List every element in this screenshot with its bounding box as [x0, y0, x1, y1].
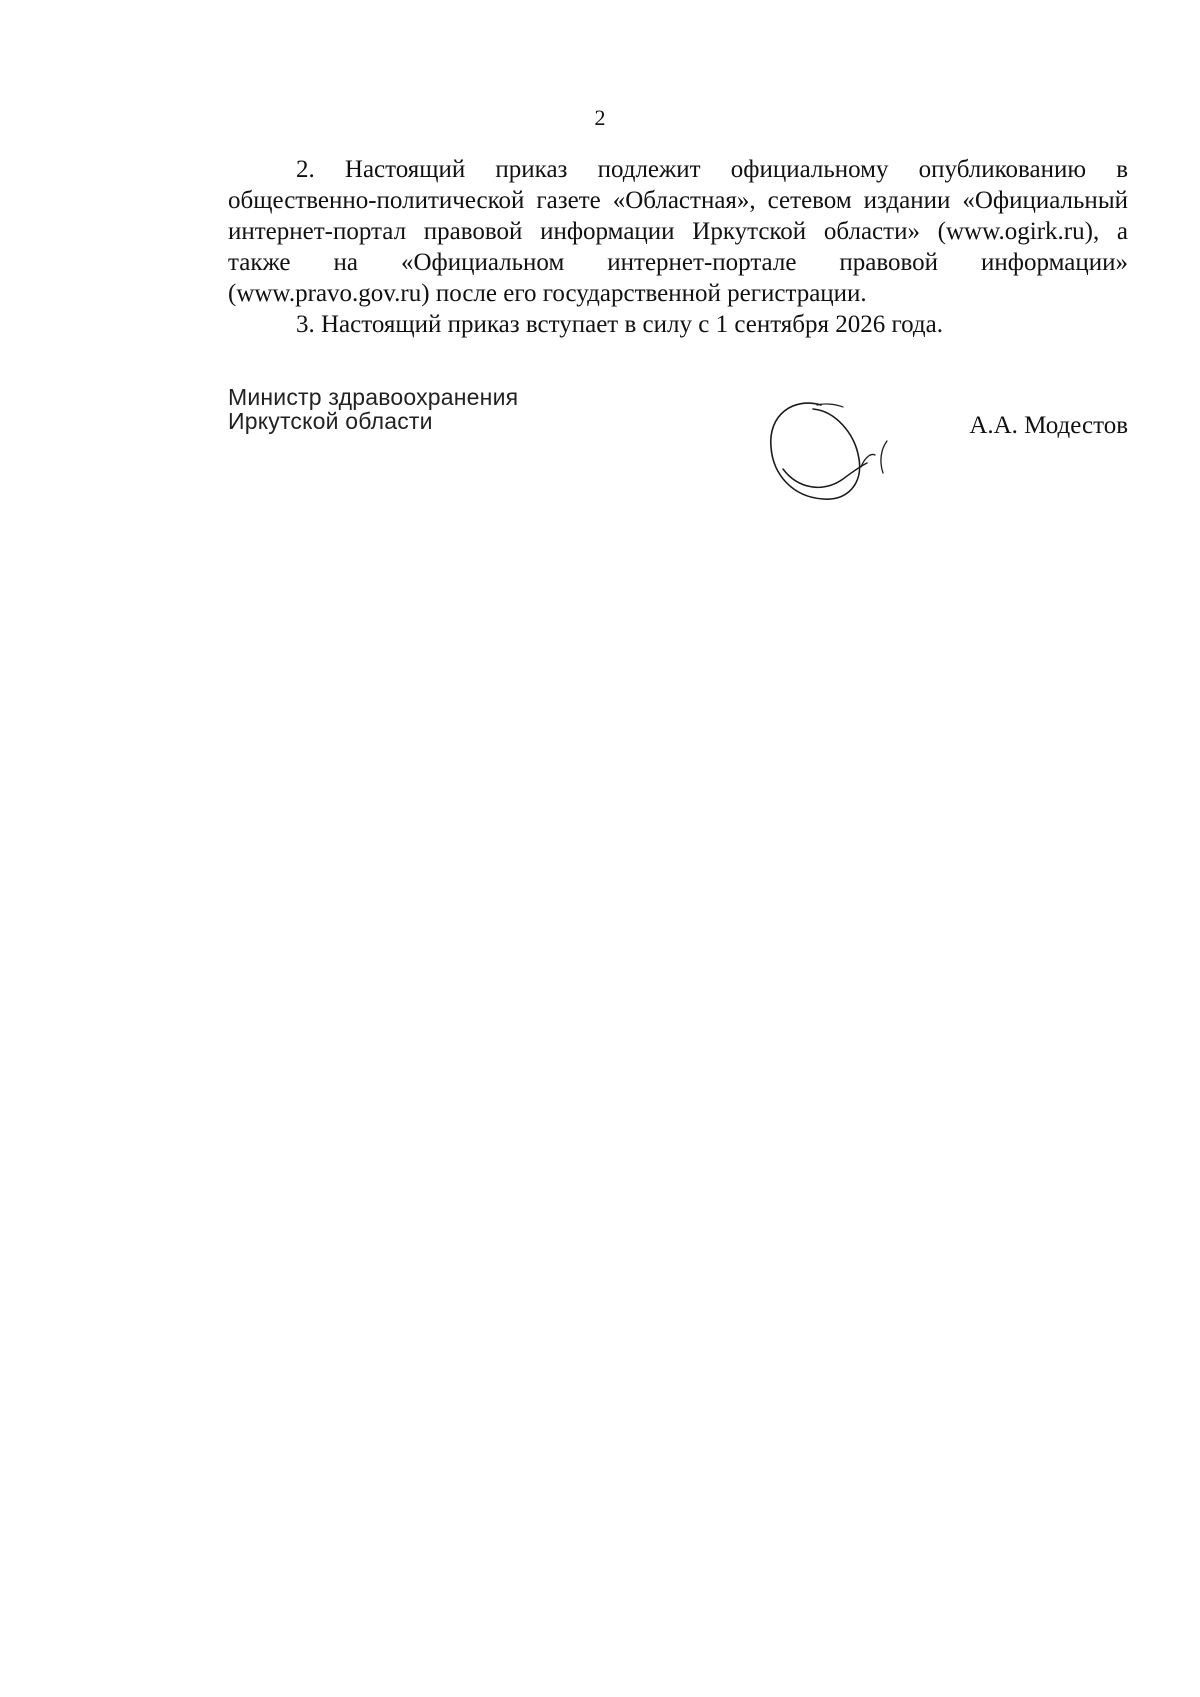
signature-block — [228, 385, 1128, 525]
signatory-position-line-1: Министр здравоохранения — [228, 384, 519, 410]
document-body — [228, 154, 1128, 340]
signatory-position — [228, 385, 518, 433]
paragraph-publication: 2. Настоящий приказ подлежит официальному опубликованию в общественно-политической газете «Областная», сетевом издании «Официальный интернет-портал правовой информации Иркутской области» (www.ogirk.ru), а также на «Официальном интернет-портале правовой информации» (www.pravo.gov.ru) после его государственной регистрации. — [228, 156, 1128, 307]
signatory-name: А.А. Модестов — [969, 412, 1128, 439]
signatory-position-line-2: Иркутской области — [228, 408, 433, 434]
page-number: 2 — [594, 105, 606, 130]
handwritten-signature — [763, 397, 898, 512]
paragraph-effective-date: 3. Настоящий приказ вступает в силу с 1 сентября 2026 года. — [296, 311, 943, 338]
